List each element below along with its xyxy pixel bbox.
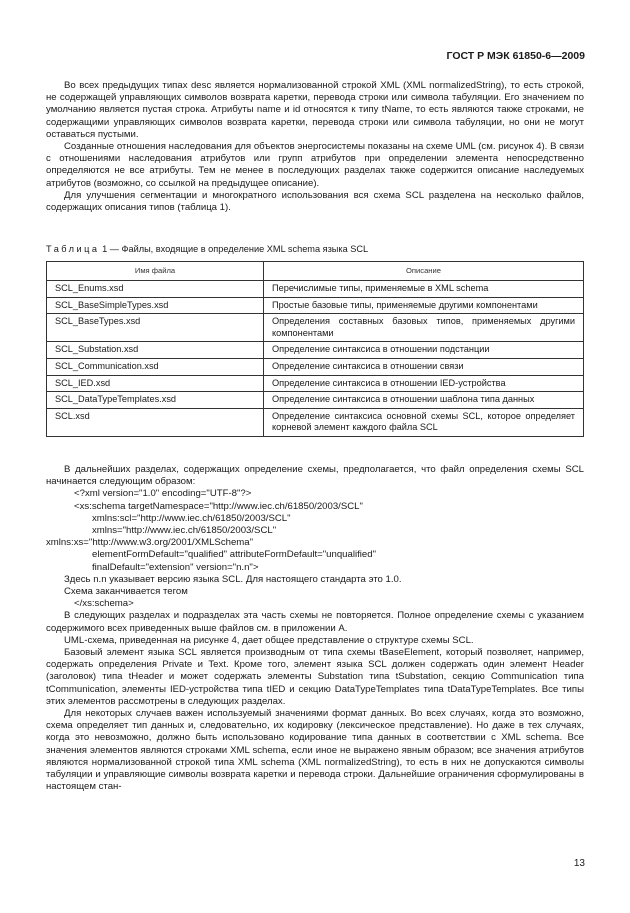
code-line: <xs:schema targetNamespace="http://www.iec.ch/61850/2003/SCL": [74, 500, 363, 512]
table-row: [47, 408, 584, 436]
file-description-cell: Определение синтаксиса в отношении IED-устройства: [264, 375, 584, 392]
intro-paragraph: Для улучшения сегментации и многократного использования вся схема SCL разделена на несколько файлов, содержащих описания типов (таблица 1).: [46, 189, 584, 214]
code-line: elementFormDefault="qualified" attributeFormDefault="unqualified": [92, 549, 376, 561]
file-description-cell: Определение синтаксиса в отношении связи: [264, 358, 584, 375]
file-name-cell: SCL_Substation.xsd: [47, 342, 264, 359]
page-number: 13: [573, 858, 585, 869]
file-name-cell: SCL_Enums.xsd: [47, 281, 264, 298]
file-name-cell: SCL_BaseSimpleTypes.xsd: [47, 297, 264, 314]
body-section: [46, 464, 584, 793]
file-name-cell: SCL_Communication.xsd: [47, 358, 264, 375]
table-header-row: [47, 262, 584, 281]
column-header-filename: Имя файла: [47, 262, 264, 281]
body-paragraph: В дальнейших разделах, содержащих определение схемы, предполагается, что файл определения схемы SCL начинается следующим образом:: [46, 464, 584, 488]
code-line: finalDefault="extension" version="n.n">: [92, 561, 259, 573]
table-row: [47, 358, 584, 375]
file-name-cell: SCL_BaseTypes.xsd: [47, 314, 264, 342]
file-name-cell: SCL_DataTypeTemplates.xsd: [47, 392, 264, 409]
file-name-cell: SCL_IED.xsd: [47, 375, 264, 392]
table-caption-prefix: Таблица: [46, 244, 100, 254]
table-row: [47, 375, 584, 392]
body-paragraph: UML-схема, приведенная на рисунке 4, дает общее представление о структуре схемы SCL.: [64, 634, 474, 646]
intro-paragraph: Во всех предыдущих типах desc является нормализованной строкой XML (XML normalizedString), то есть строкой, не содержащей управляющих символов возврата каретки, перевода строки или символа табуляции. Его значением по умолчанию является пустая строка. Атрибуты name и id относятся к типу tName, то есть являются также строками, не содержащими управляющих символов возврата каретки, перевода строки или символа табуляции, но они не могут оставаться пустыми.: [46, 80, 584, 140]
body-paragraph: Для некоторых случаев важен используемый значениями формат данных. Во всех случаях, когда это возможно, схема определяет тип данных и, следовательно, их кодировку (лексическое представление). Но даже в тех случаях, когда это невозможно, должно быть использовано кодирование типа данных в соответствии с XML schema. Все значения элементов являются строками XML schema, если иное не выражено явным образом; все значения атрибутов являются нормализованной строкой типа XML schema (XML normalizedString), то есть в них не допускаются символы табуляции и управляющие символы возврата каретки и перевода строки. Дальнейшие ограничения сформулированы в настоящем стан-: [46, 708, 584, 793]
file-description-cell: Перечислимые типы, применяемые в XML schema: [264, 281, 584, 298]
file-description-cell: Определение синтаксиса в отношении подстанции: [264, 342, 584, 359]
code-line: xmlns:xs="http://www.w3.org/2001/XMLSchema": [46, 537, 254, 549]
file-description-cell: Определение синтаксиса основной схемы SCL, которое определяет корневой элемент каждого файла SCL: [264, 408, 584, 436]
body-paragraph: Базовый элемент языка SCL является производным от типа схемы tBaseElement, который позволяет, например, содержать определения Private и Text. Кроме того, элемент языка SCL должен содержать один элемент Header (заголовок) типа tHeader и может содержать элементы Substation типа tSubstation, секцию Communication типа tCommunication, элементы IED-устройства типа tIED и секцию DataTypeTemplates типа tDataTypeTemplates. Все типы этих элементов рассмотрены в следующих разделах.: [46, 647, 584, 707]
table-row: [47, 392, 584, 409]
file-description-cell: Определения составных базовых типов, применяемых другими компонентами: [264, 314, 584, 342]
table-row: [47, 281, 584, 298]
column-header-description: Описание: [264, 262, 584, 281]
intro-paragraph: Созданные отношения наследования для объектов энергосистемы показаны на схеме UML (см. рисунок 4). В связи с отношениями наследования атрибутов или групп атрибутов при определении элемента непосредственно определяются не все атрибуты. Тем не менее в последующих разделах также содержится описание наследуемых атрибутов (возможно, со ссылкой на предыдущее описание).: [46, 141, 584, 189]
table-row: [47, 314, 584, 342]
body-paragraph: Здесь n.n указывает версию языка SCL. Для настоящего стандарта это 1.0.: [64, 573, 402, 585]
file-description-cell: Определение синтаксиса в отношении шаблона типа данных: [264, 392, 584, 409]
code-line: xmlns:scl="http://www.iec.ch/61850/2003/SCL": [92, 512, 291, 524]
document-code-header: ГОСТ Р МЭК 61850-6—2009: [446, 50, 585, 62]
file-description-cell: Простые базовые типы, применяемые другими компонентами: [264, 297, 584, 314]
body-paragraph: Схема заканчивается тегом: [64, 586, 188, 598]
body-paragraph: В следующих разделах и подразделах эта часть схемы не повторяется. Полное определение схемы с указанием содержимого всех приведенных выше файлов см. в приложении А.: [46, 610, 584, 634]
table-row: [47, 297, 584, 314]
file-name-cell: SCL.xsd: [47, 408, 264, 436]
intro-section: [46, 80, 584, 214]
table-caption: [46, 244, 368, 254]
code-line: xmlns="http://www.iec.ch/61850/2003/SCL": [92, 525, 277, 537]
table-row: [47, 342, 584, 359]
files-table: [46, 261, 584, 437]
table-caption-text: 1 — Файлы, входящие в определение XML schema языка SCL: [99, 244, 369, 254]
code-line: </xs:schema>: [74, 598, 134, 610]
code-line: <?xml version="1.0" encoding="UTF-8"?>: [74, 488, 252, 500]
